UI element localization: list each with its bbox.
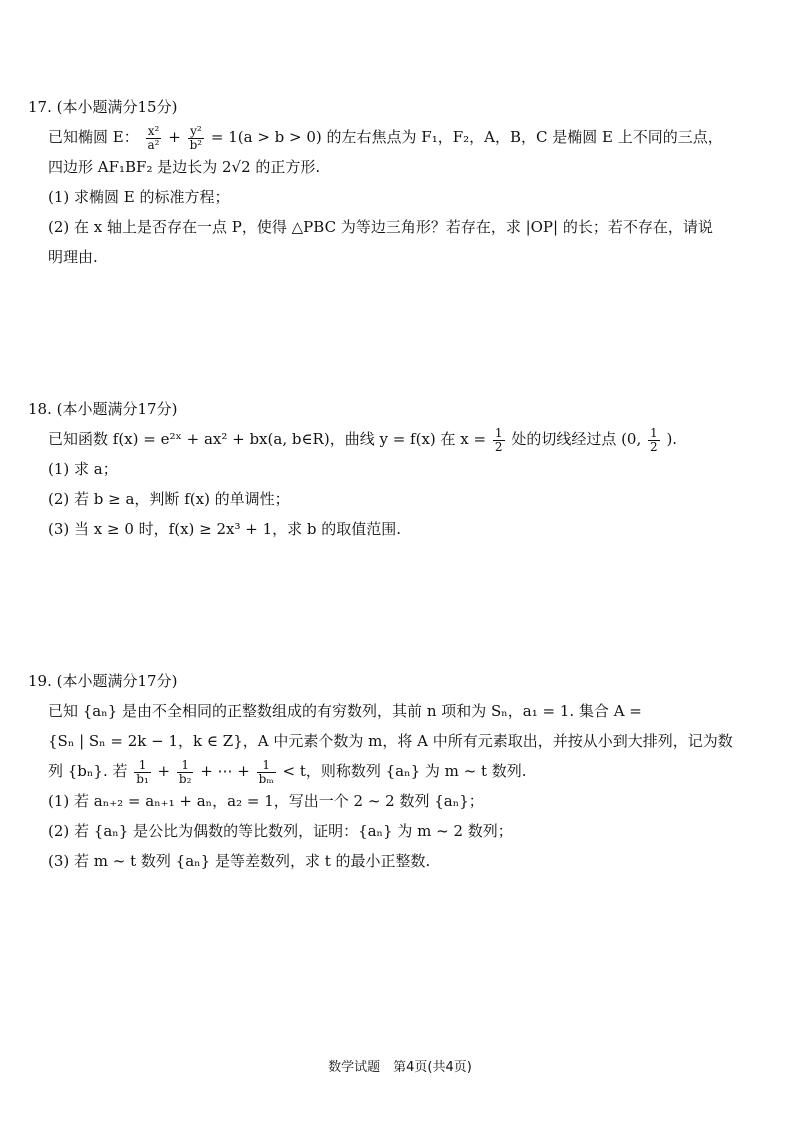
fraction-one-over-b1 [134, 759, 151, 786]
fraction-one-over-b2 [177, 759, 194, 786]
fraction-one-half-point [648, 427, 660, 454]
fraction-one-over-bm [257, 759, 276, 786]
problem-17-line-1 [28, 122, 768, 152]
fraction-numerator: 1 [494, 425, 503, 440]
problem-19-line-3-prefix: 列 {bₙ}. 若 [48, 762, 128, 780]
problem-18-question-2: (2) 若 b ≥ a，判断 f(x) 的单调性； [48, 490, 290, 508]
problem-18-line-1-mid: 处的切线经过点 (0, [511, 430, 642, 448]
problem-17-question-1: (1) 求椭圆 E 的标准方程； [48, 188, 230, 206]
problem-18-line-1-prefix: 已知函数 f(x) = e²ˣ + ax² + bx(a, b∈R)，曲线 y = f(x) 在 x = [48, 430, 487, 448]
problem-19-question-1: (1) 若 aₙ₊₂ = aₙ₊₁ + aₙ，a₂ = 1，写出一个 2 ~ 2 数列 {aₙ}； [48, 792, 484, 810]
problem-17 [28, 96, 768, 272]
problem-19-question-2: (2) 若 {aₙ} 是公比为偶数的等比数列，证明：{aₙ} 为 m ~ 2 数列； [48, 822, 513, 840]
fraction-numerator: 1 [177, 759, 194, 773]
fraction-y2-over-b2 [188, 125, 205, 152]
plus-sign: + [168, 128, 181, 146]
problem-17-question-2-continued: 明理由. [48, 248, 98, 266]
fraction-numerator: y² [188, 125, 205, 139]
problem-17-line-1-prefix: 已知椭圆 E： [48, 128, 139, 146]
problem-19-question-3: (3) 若 m ~ t 数列 {aₙ} 是等差数列，求 t 的最小正整数. [48, 852, 431, 870]
fraction-one-half [493, 427, 505, 454]
fraction-denominator: 2 [650, 439, 658, 454]
plus-ellipsis: + ⋯ + [200, 762, 250, 780]
problem-18-line-1-end: ). [666, 430, 678, 448]
fraction-denominator: 2 [494, 439, 503, 454]
problem-19-line-1: 已知 {aₙ} 是由不全相同的正整数组成的有穷数列，其前 n 项和为 Sₙ，a₁ = 1. 集合 A = [48, 702, 642, 720]
problem-18-line-1 [28, 424, 768, 454]
problem-17-line-1-suffix: = 1(a > b > 0) 的左右焦点为 F₁，F₂，A，B，C 是椭圆 E 上不同的三点， [210, 128, 723, 146]
fraction-denominator: b² [189, 137, 203, 152]
problem-18-question-1: (1) 求 a； [48, 460, 118, 478]
problem-18-header: 18. (本小题满分17分) [28, 400, 178, 418]
fraction-numerator: x² [146, 125, 162, 139]
problem-17-line-2: 四边形 AF₁BF₂ 是边长为 2√2 的正方形. [48, 158, 321, 176]
fraction-numerator: 1 [134, 759, 151, 773]
problem-17-question-2: (2) 在 x 轴上是否存在一点 P，使得 △PBC 为等边三角形？若存在，求 |OP| 的长；若不存在，请说 [48, 218, 713, 236]
fraction-denominator: b₁ [136, 771, 149, 786]
problem-19-header: 19. (本小题满分17分) [28, 672, 178, 690]
fraction-x2-over-a2 [146, 125, 162, 152]
problem-19-line-3-suffix: < t，则称数列 {aₙ} 为 m ~ t 数列. [282, 762, 527, 780]
problem-19-line-2: {Sₙ | Sₙ = 2k − 1，k ∈ Z}，A 中元素个数为 m，将 A 中所有元素取出，并按从小到大排列，记为数 [48, 732, 733, 750]
fraction-numerator: 1 [257, 759, 276, 773]
problem-18-question-3: (3) 当 x ≥ 0 时，f(x) ≥ 2x³ + 1，求 b 的取值范围. [48, 520, 402, 538]
page-footer: 数学试题 第4页(共4页) [328, 1060, 472, 1075]
problem-18 [28, 398, 768, 544]
problem-19 [28, 670, 768, 876]
fraction-denominator: a² [147, 137, 160, 152]
problem-17-header: 17. (本小题满分15分) [28, 98, 178, 116]
fraction-denominator: bₘ [258, 771, 274, 786]
plus-sign: + [157, 762, 171, 780]
fraction-denominator: b₂ [178, 771, 192, 786]
problem-19-line-3 [28, 756, 768, 786]
fraction-numerator: 1 [650, 425, 658, 440]
